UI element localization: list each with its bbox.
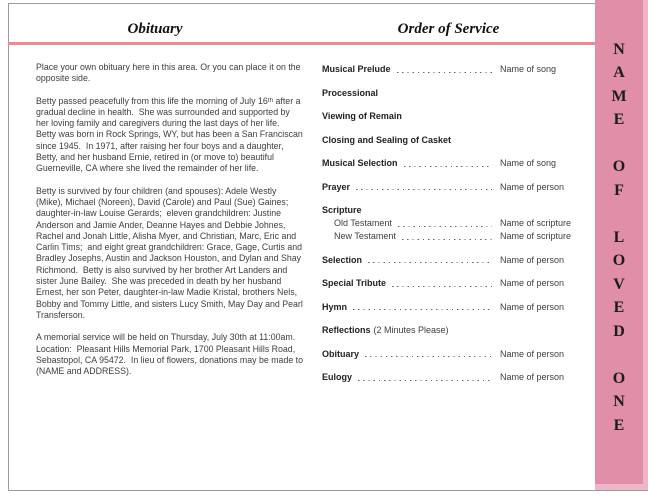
order-item-viewing-of-remain [322,110,584,121]
dotted-leader [397,71,492,73]
order-item-prayer [322,181,584,192]
sidebar-vertical-text: N A M E O F L O V E D O N E [611,40,627,434]
obituary-body [36,62,306,388]
dotted-leader [392,285,492,287]
order-item-value: Name of person [500,348,565,359]
order-item-label: Viewing of Remain [322,111,402,121]
dotted-leader [358,379,492,381]
order-item-label: Processional [322,87,379,98]
order-item-value: Name of song [500,158,557,168]
order-item-label: Reflections [322,325,371,335]
order-item-label: Obituary [322,348,360,359]
dotted-leader [398,225,492,227]
order-item-value: Name of person [500,254,565,265]
dotted-leader [353,309,492,311]
order-item-value: Name of song [500,64,557,74]
page-border-bottom [8,490,648,491]
order-item-processional [322,87,584,98]
order-item-label: Prayer [322,181,351,192]
order-item-new-testament [322,230,584,241]
dotted-leader [356,189,492,191]
order-item-label: Musical Prelude [322,64,391,74]
order-item-old-testament [322,217,584,228]
order-item-musical-selection [322,157,584,168]
dotted-leader [365,356,492,358]
page-border-top [8,3,595,4]
order-item-value: Name of scripture [500,231,572,241]
order-item-label: Old Testament [334,218,392,228]
order-item-label: Scripture [322,205,362,215]
order-item-label: New Testament [334,231,396,241]
order-item-value: Name of scripture [500,218,572,228]
order-item-hymn [322,301,584,312]
order-item-label: Hymn [322,301,348,312]
obituary-paragraph-placeholder: Place your own obituary here in this area. Or you can place it on the opposite side. [36,62,303,84]
dotted-leader [404,165,492,167]
dotted-leader [368,262,492,264]
order-item-eulogy [322,371,584,382]
page-border-left [8,3,9,491]
order-item-value: Name of person [500,301,565,312]
obituary-paragraph-survivors: Betty is survived by four children (and spouses): Adele Westly (Mike), Michael (Noreen), David (Carole) and Paul (Sue) Gaines; daughter-in-law Louise Gerards; eleven grandchildren: Justine Anderson and Jamie Ander, Deanne Hayes and Debbie Johnes, Rachel and Jonah Little, Alisha Myer, and Christian, Marc, Eric and Carlin Tims; and eight great grandchildren: Grace, Gage, Curtis and Bradley Josephs, Austin and Jackson Houston, and Dylan and Shay Richmond. Betty is also survived by her brother Art Landers and sister June Bailey. She was preceded in death by her husband Ernest, her son Peter, daughter-in-law Madie Kristal, brothers Nels, Bobby and Tommy Little, and sisters Lucy Smith, May Day and Pearl Transferson. [36,185,306,320]
order-item-suffix: (2 Minutes Please) [373,325,449,335]
order-item-selection [322,254,584,265]
order-item-obituary [322,348,584,359]
order-item-label: Musical Selection [322,158,398,168]
order-item-musical-prelude [322,63,584,74]
sidebar-name-banner [595,0,648,491]
order-item-value: Name of person [500,181,565,192]
order-item-label: Selection [322,254,363,265]
order-item-value: Name of person [500,278,565,288]
order-item-scripture [322,204,584,215]
obituary-title: Obituary [127,21,183,37]
order-item-closing-and-sealing [322,134,584,145]
obituary-paragraph-life: Betty passed peacefully from this life the morning of July 16ᵗʰ after a gradual decline in health. She was surrounded and supported by her loving family and caregivers during the last days of her life. Betty was born in Rock Springs, WY, but has been a San Franciscan since 1945. In 1971, after raising her four boys and a daughter, Betty, and her husband Ernie, retired in (or move to) beautiful Guerneville, CA where she lived the remainder of her life. [36,95,306,174]
header-divider-rule [8,42,595,45]
order-item-label: Special Tribute [322,278,387,288]
obituary-paragraph-service-info: A memorial service will be held on Thursday, July 30th at 11:00am. Location: Pleasant Hills Memorial Park, 1700 Pleasant Hills Road, Sebastopol, CA 95472. In lieu of flowers, donations may be made to (NAME and ADDRESS). [36,332,306,377]
order-item-reflections [322,324,584,335]
order-item-label: Closing and Sealing of Casket [322,134,452,145]
order-item-special-tribute [322,277,584,288]
order-of-service-list [322,63,584,395]
order-of-service-title: Order of Service [397,21,500,37]
order-item-label: Eulogy [322,372,353,382]
dotted-leader [402,238,492,240]
order-item-value: Name of person [500,372,565,382]
